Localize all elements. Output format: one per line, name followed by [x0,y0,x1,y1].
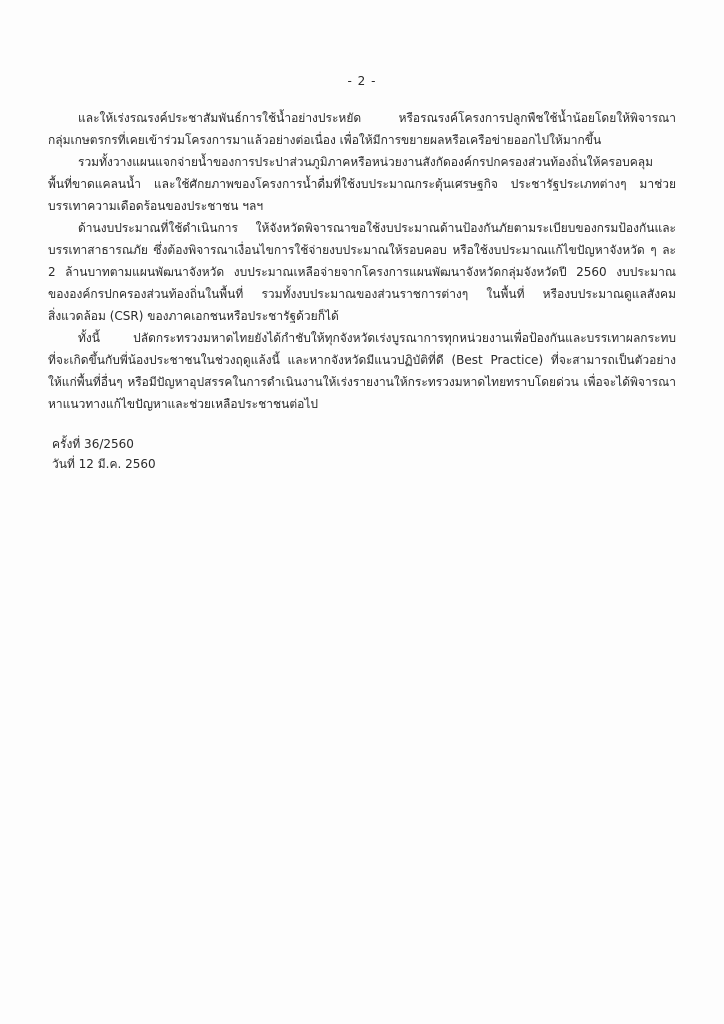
paragraph-3-line-5: สิ่งแวดล้อม (CSR) ของภาคเอกชนหรือประชารัฐด้วยก็ได้ [48,309,339,323]
paragraph-2-line-3: บรรเทาความเดือดร้อนของประชาชน ฯลฯ [48,199,264,213]
paragraph-4-line-1: ทั้งนี้ ปลัดกระทรวงมหาดไทยยังได้กำชับให้ทุกจังหวัดเร่งบูรณาการทุกหน่วยงานเพื่อป้องกันและบรรเทาผลกระทบ [78,331,676,345]
paragraph-2-line-1: รวมทั้งวางแผนแจกจ่ายน้ำของการประปาส่วนภูมิภาคหรือหน่วยงานสังกัดองค์กรปกครองส่วนท้องถิ่นให้ครอบคลุม [78,155,654,169]
paragraph-2-line-2: พื้นที่ขาดแคลนน้ำ และใช้ศักยภาพของโครงการน้ำดื่มที่ใช้งบประมาณกระตุ้นเศรษฐกิจ ประชารัฐประเภทต่างๆ มาช่วย [48,177,676,191]
paragraph-1-line-1: และให้เร่งรณรงค์ประชาสัมพันธ์การใช้น้ำอย่างประหยัด หรือรณรงค์โครงการปลูกพืชใช้น้ำน้อยโดยให้พิจารณา [78,111,676,125]
paragraph-3-line-2: บรรเทาสาธารณภัย ซึ่งต้องพิจารณาเงื่อนไขการใช้จ่ายงบประมาณให้รอบคอบ หรือใช้งบประมาณแก้ไขปัญหาจังหวัด ๆ ละ [48,243,676,257]
paragraph-3-line-4: ขององค์กรปกครองส่วนท้องถิ่นในพื้นที่ รวมทั้งงบประมาณของส่วนราชการต่างๆ ในพื้นที่ หรืองบประมาณดูแลสังคม [48,287,676,301]
issue-number: ครั้งที่ 36/2560 [52,437,134,451]
paragraph-4-line-3: ให้แก่พื้นที่อื่นๆ หรือมีปัญหาอุปสรรคในการดำเนินงานให้เร่งรายงานให้กระทรวงมหาดไทยทราบโดยด่วน เพื่อจะได้พิจารณา [48,375,676,389]
paragraph-4-line-4: หาแนวทางแก้ไขปัญหาและช่วยเหลือประชาชนต่อไป [48,397,318,411]
paragraph-3-line-1: ด้านงบประมาณที่ใช้ดำเนินการ ให้จังหวัดพิจารณาขอใช้งบประมาณด้านป้องกันภัยตามระเบียบของกรมป้องกันและ [78,221,676,235]
paragraph-1-line-2: กลุ่มเกษตรกรที่เคยเข้าร่วมโครงการมาแล้วอย่างต่อเนื่อง เพื่อให้มีการขยายผลหรือเครือข่ายออกไปให้มากขึ้น [48,133,602,147]
issue-date: วันที่ 12 มี.ค. 2560 [52,457,156,471]
paragraph-3-line-3: 2 ล้านบาทตามแผนพัฒนาจังหวัด งบประมาณเหลือจ่ายจากโครงการแผนพัฒนาจังหวัดกลุ่มจังหวัดปี 2560 งบประมาณ [48,265,676,279]
paragraph-4-line-2: ที่จะเกิดขึ้นกับพี่น้องประชาชนในช่วงฤดูแล้งนี้ และหากจังหวัดมีแนวปฏิบัติที่ดี (Best Practice) ที่จะสามารถเป็นตัวอย่าง [48,353,676,367]
page-number: - 2 - [347,74,377,88]
